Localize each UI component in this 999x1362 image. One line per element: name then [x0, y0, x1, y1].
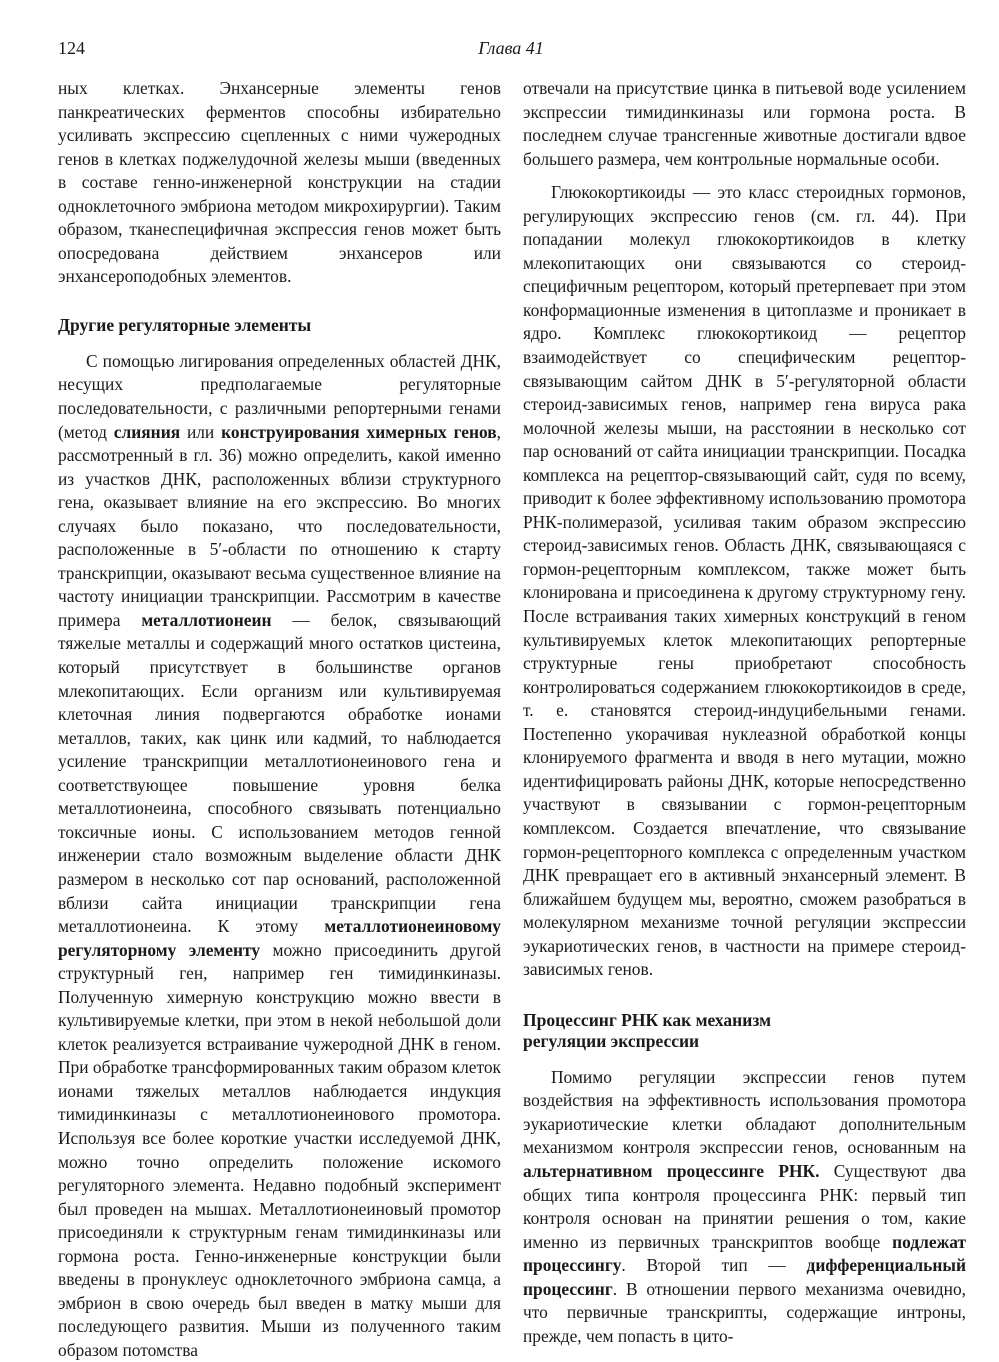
text-run: С помощью лигирования определенных областей ДНК, несущих предполагаемые регуляторные последовательности, с различными репортерными генами (метод: [58, 350, 501, 442]
term-chimeric-genes: конструирования химерных генов: [221, 421, 497, 442]
term-metallothionein-regulatory-element: металлотионеиновому регуляторному элементу: [58, 916, 501, 960]
term-subject-to-processing: подлежат процессингу: [523, 1231, 966, 1276]
text-run: Существуют два общих типа контроля процессинга РНК: первый тип контроля основан на принятии решения о том, какие именно из первичных транскриптов вообще: [523, 1160, 966, 1252]
paragraph-zinc-response: отвечали на присутствие цинка в питьевой воде усилением экспрессии тимидинкиназы или гормона роста. В последнем случае трансгенные животные достигали вдвое большего размера, чем контрольные нормальные особи.: [523, 78, 966, 169]
paragraph-alternative-processing: [523, 1066, 966, 1349]
term-fusion: слияния: [113, 421, 181, 442]
term-alternative-rna-processing: альтернативном процессинге РНК.: [523, 1160, 820, 1181]
page-number: 124: [58, 38, 85, 58]
heading-line: Процессинг РНК как механизм: [523, 1009, 772, 1030]
section-heading-other-regulatory-elements: Другие регуляторные элементы: [58, 314, 312, 335]
page-header: [58, 38, 964, 62]
heading-line: регуляции экспрессии: [523, 1030, 700, 1051]
text-run: Помимо регуляции экспрессии генов путем воздействия на эффективность использования промотора эукариотические клетки обладают дополнительным механизмом контроля экспрессии генов, основанным на: [523, 1066, 966, 1158]
right-column: [523, 77, 966, 1348]
text-run: , рассмотренный в гл. 36) можно определить, какой именно из участков ДНК, расположенных вблизи структурного гена, оказывает влияние на его экспрессию. Во многих случаях было показано, что последовательности, расположенные в 5′-области по отношению к старту транскрипции, оказывают весьма существенное влияние на частоту инициации транскрипции. Рассмотрим в качестве примера: [58, 421, 502, 630]
text-run: можно присоединить другой структурный ген, например ген тимидинкиназы. Полученную химерную конструкцию можно ввести в культивируемые клетки, при этом в некой небольшой доли клеток реализуется встраивание чужеродной ДНК в геном. При обработке трансформированных таким образом клеток ионами тяжелых металлов наблюдается индукция тимидинкиназы с металлотионеинового промотора. Используя все более короткие участки исследуемой ДНК, можно точно определить положение искомого регуляторного элемента. Недавно подобный эксперимент был проведен на мышах. Металлотионеиновый промотор присоединяли к структурным генам тимидинкиназы или гормона роста. Генно-инженерные конструкции были введены в пронуклеус одноклеточного эмбриона самца, а эмбрион в свою очередь был введен в матку мыши для последующего развития. Мыши из полученного таким образом потомства: [58, 939, 502, 1360]
text-run: или: [180, 421, 222, 442]
paragraph-metallothionein: [58, 350, 501, 1362]
left-column: [58, 77, 501, 1362]
text-run: . В отношении первого механизма очевидно, что первичные транскрипты, содержащие интроны, прежде, чем попасть в цито-: [523, 1278, 966, 1346]
running-head: Глава 41: [478, 38, 544, 58]
paragraph-glucocorticoids: Глюкокортикоиды — это класс стероидных гормонов, регулирующих экспрессию генов (см. гл. 44). При попадании молекул глюкокортикоидов в клетку млекопитающих они связываются со стероид-специфичным рецептором, который претерпевает при этом конформационные изменения в цитоплазме и проникает в ядро. Комплекс глюкокортикоид — рецептор взаимодействует со специфическим рецептор-связывающим сайтом ДНК в 5′-регуляторной области стероид-зависимых генов, например гена вируса рака молочной железы мыши, на расстоянии в несколько сот пар оснований от сайта инициации транскрипции. Посадка комплекса на рецептор-связывающий сайт, судя по всему, приводит к более эффективному использованию промотора РНК-полимеразой, усиливая таким образом экспрессию стероид-зависимых генов. Область ДНК, связывающаяся с гормон-рецепторным комплексом, также может быть клонирована и присоединена к другому структурному гену. После встраивания таких химерных конструкций в геном культивируемых клеток млекопитающих репортерные структурные гены приобретают способность контролироваться содержанием глюкокортикоидов в среде, т. е. становятся стероид-индуцибельными генами. Постепенно укорачивая нуклеазной обработкой концы клонируемого фрагмента и вводя в него мутации, можно идентифицировать районы ДНК, которые непосредственно участвуют в связывании с гормон-рецепторным комплексом. Создается впечатление, что связывание гормон-рецепторного комплекса с определенным участком ДНК превращает его в активный энхансерный элемент. В ближайшем будущем мы, вероятно, сможем разобраться в молекулярном механизме точной регуляции экспрессии эукариотических генов, в частности на примере стероид-зависимых генов.: [523, 182, 966, 980]
text-run: — белок, связывающий тяжелые металлы и содержащий много остатков цистеина, который присутствует в большинстве органов млекопитающих. Если организм или культивируемая клеточная линия подвергаются обработке ионами металлов, таких, как цинк или кадмий, то наблюдается усиление транскрипции металлотионеинового гена и соответствующее повышение уровня белка металлотионеина, способного связывать потенциально токсичные ионы. С использованием методов генной инженерии стало возможным выделение области ДНК размером в несколько сот пар оснований, расположенной вблизи сайта инициации транскрипции гена металлотионеина. К этому: [58, 609, 501, 937]
section-heading-rna-processing: [523, 1010, 966, 1052]
term-differential-processing: дифференциальный процессинг: [523, 1255, 966, 1299]
term-metallothionein: металлотионеин: [141, 609, 272, 630]
text-run: . Второй тип —: [621, 1255, 807, 1276]
paragraph-enhancers-end: ных клетках. Энхансерные элементы генов панкреатических ферментов способны избирательно усиливать экспрессию сцепленных с ними чужеродных генов в клетках поджелудочной железы мыши (введенных в составе генно-инженерной конструкции на стадии одноклеточного эмбриона методом микрохирургии). Таким образом, тканеспецифичная экспрессия генов может быть опосредована действием энхансеров или энхансероподобных элементов.: [58, 78, 501, 287]
